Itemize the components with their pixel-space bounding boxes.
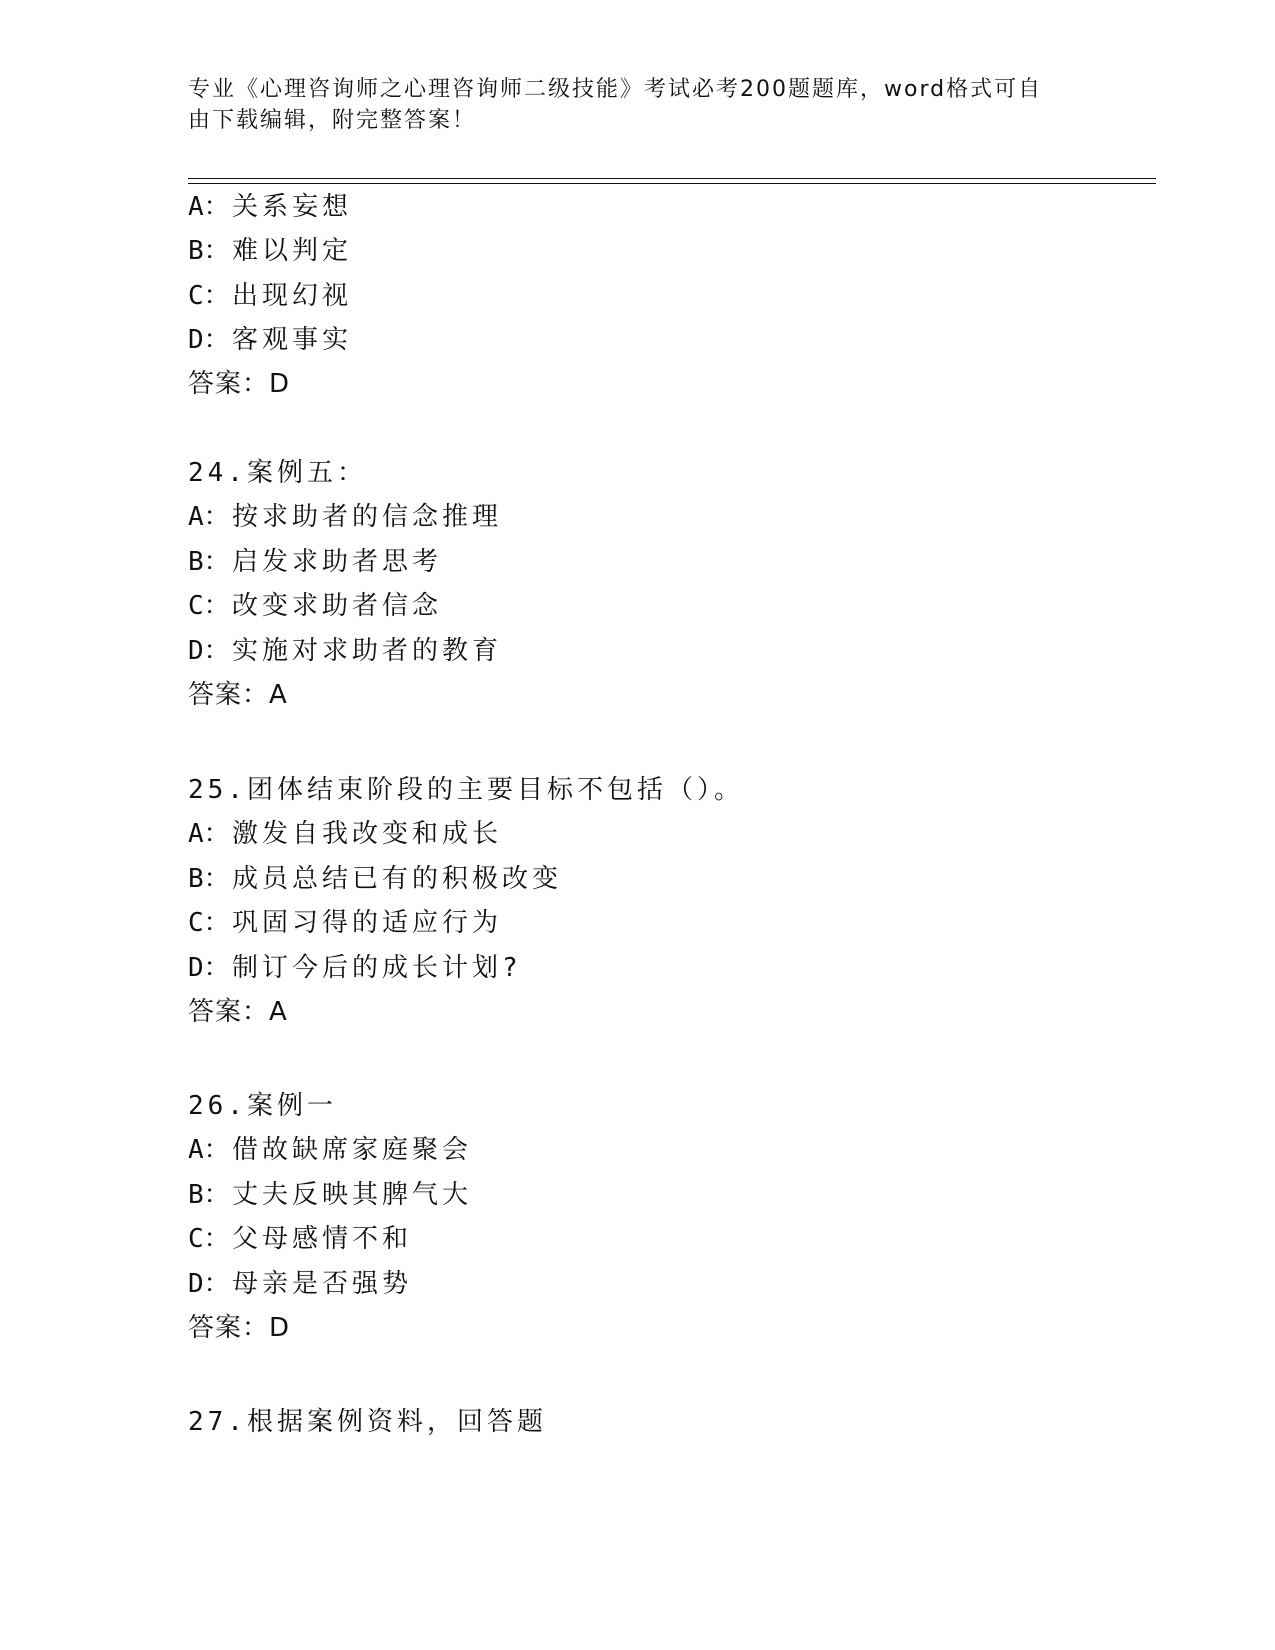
header-divider-top xyxy=(188,178,1156,179)
option-text: 借故缺席家庭聚会 xyxy=(232,1135,473,1165)
option-key: D： xyxy=(188,636,230,666)
option-b xyxy=(188,863,562,895)
option-text: 按求助者的信念推理 xyxy=(232,502,503,532)
option-b xyxy=(188,546,442,578)
option-text: 制订今后的成长计划? xyxy=(232,953,522,983)
option-key: B： xyxy=(188,547,230,577)
option-key: B： xyxy=(188,236,230,266)
option-b xyxy=(188,1179,472,1211)
answer-line: 答案：A xyxy=(188,680,288,710)
option-key: A： xyxy=(188,819,230,849)
option-d xyxy=(188,635,502,667)
option-b xyxy=(188,235,352,267)
option-key: C： xyxy=(188,908,230,938)
option-key: B： xyxy=(188,1180,230,1210)
option-key: C： xyxy=(188,1224,230,1254)
option-key: D： xyxy=(188,1269,230,1299)
option-text: 出现幻视 xyxy=(232,281,353,311)
option-d xyxy=(188,324,352,356)
option-text: 成员总结已有的积极改变 xyxy=(232,864,563,894)
option-text: 父母感情不和 xyxy=(232,1224,413,1254)
option-d xyxy=(188,1268,412,1300)
question-title: 25.团体结束阶段的主要目标不包括（）。 xyxy=(188,775,744,805)
answer-line: 答案：D xyxy=(188,369,291,399)
option-text: 启发求助者思考 xyxy=(232,547,443,577)
option-text: 母亲是否强势 xyxy=(232,1269,413,1299)
option-key: A： xyxy=(188,502,230,532)
option-text: 丈夫反映其脾气大 xyxy=(232,1180,473,1210)
option-c xyxy=(188,590,442,622)
option-a xyxy=(188,1134,472,1166)
option-key: B： xyxy=(188,864,230,894)
question-title: 24.案例五： xyxy=(188,458,367,488)
option-text: 激发自我改变和成长 xyxy=(232,819,503,849)
option-a xyxy=(188,818,502,850)
question-title: 26.案例一 xyxy=(188,1091,337,1121)
answer-line: 答案：D xyxy=(188,1313,291,1343)
option-c xyxy=(188,1223,412,1255)
question-title: 27.根据案例资料，回答题 xyxy=(188,1407,547,1437)
option-text: 客观事实 xyxy=(232,325,353,355)
header-line-1: 专业《心理咨询师之心理咨询师二级技能》考试必考200题题库，word格式可自 xyxy=(188,77,1043,102)
option-key: A： xyxy=(188,1135,230,1165)
option-key: C： xyxy=(188,591,230,621)
document-header xyxy=(188,74,1068,136)
option-key: D： xyxy=(188,953,230,983)
option-key: A： xyxy=(188,192,230,222)
option-text: 实施对求助者的教育 xyxy=(232,636,503,666)
option-text: 巩固习得的适应行为 xyxy=(232,908,503,938)
answer-line: 答案：A xyxy=(188,997,288,1027)
option-text: 改变求助者信念 xyxy=(232,591,443,621)
option-c xyxy=(188,907,502,939)
option-text: 难以判定 xyxy=(232,236,353,266)
option-c xyxy=(188,280,352,312)
option-text: 关系妄想 xyxy=(232,192,353,222)
option-key: C： xyxy=(188,281,230,311)
header-line-2: 由下载编辑，附完整答案！ xyxy=(188,108,477,133)
header-divider-bottom xyxy=(188,183,1156,184)
option-a xyxy=(188,191,352,223)
option-key: D： xyxy=(188,325,230,355)
option-d xyxy=(188,952,522,984)
option-a xyxy=(188,501,502,533)
